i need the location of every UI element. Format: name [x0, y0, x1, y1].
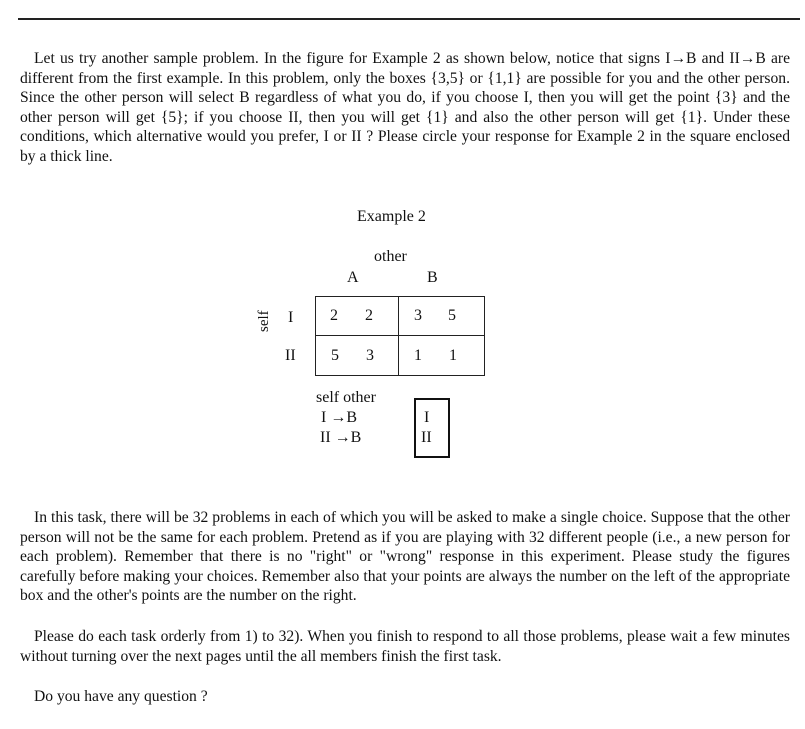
legend-header: self other: [316, 389, 376, 406]
cell-ia-other: 2: [365, 307, 373, 324]
paragraph-1-text: Let us try another sample problem. In the figure for Example 2 as shown below, notice that signs I→B and II→B are different from the first example. In this problem, only the boxes {3,5} or {1,1} are possible for you and the other person. Since the other person will select B regardless of what you do, if you choose I, then you will get the point {3} and the other person will get {5}; if you choose II, then you will get {1} and also the other person will get {1}. Under these conditions, which alternative would you prefer, I or II ? Please circle your response for Example 2 in the square enclosed by a thick line.: [20, 50, 790, 165]
paragraph-3-text: Please do each task orderly from 1) to 32). When you finish to respond to all those problems, please wait a few minutes without turning over the next pages until the all members finish the first task.: [20, 628, 790, 665]
column-label-b: B: [427, 269, 438, 286]
cell-iib-self: 1: [414, 347, 422, 364]
figure-title: Example 2: [357, 208, 426, 225]
row-label-ii: II: [285, 347, 296, 364]
cell-iia-self: 5: [331, 347, 339, 364]
choice-option-i[interactable]: I: [424, 409, 430, 426]
question-prompt: [20, 687, 790, 707]
payoff-matrix: [315, 296, 485, 376]
instructions-paragraph-3: [20, 627, 790, 666]
row-label-i: I: [288, 309, 294, 326]
instructions-paragraph-1: [20, 49, 790, 167]
self-axis-label: self: [256, 310, 272, 332]
cell-iib-other: 1: [449, 347, 457, 364]
top-rule: [18, 18, 800, 20]
column-label-a: A: [347, 269, 359, 286]
question-text: Do you have any question ?: [34, 688, 208, 705]
other-axis-label: other: [374, 248, 407, 265]
legend-row-i: I →B: [321, 409, 357, 426]
cell-iia-other: 3: [366, 347, 374, 364]
response-box[interactable]: [414, 398, 450, 458]
cell-ib-other: 5: [448, 307, 456, 324]
cell-ia-self: 2: [330, 307, 338, 324]
legend-row-ii: II →B: [320, 429, 362, 446]
choice-option-ii[interactable]: II: [421, 429, 432, 446]
paragraph-2-text: In this task, there will be 32 problems in each of which you will be asked to make a single choice. Suppose that the other person will not be the same for each problem. Pretend as if you are playing with 32 different people (i.e., a new person for each problem). Remember that there is no "right" or "wrong" response in this experiment. Please study the figures carefully before making your choices. Remember also that your points are always the number on the left of the appropriate box and the other's points are the number on the right.: [20, 509, 790, 605]
cell-ib-self: 3: [414, 307, 422, 324]
instructions-paragraph-2: [20, 508, 790, 606]
